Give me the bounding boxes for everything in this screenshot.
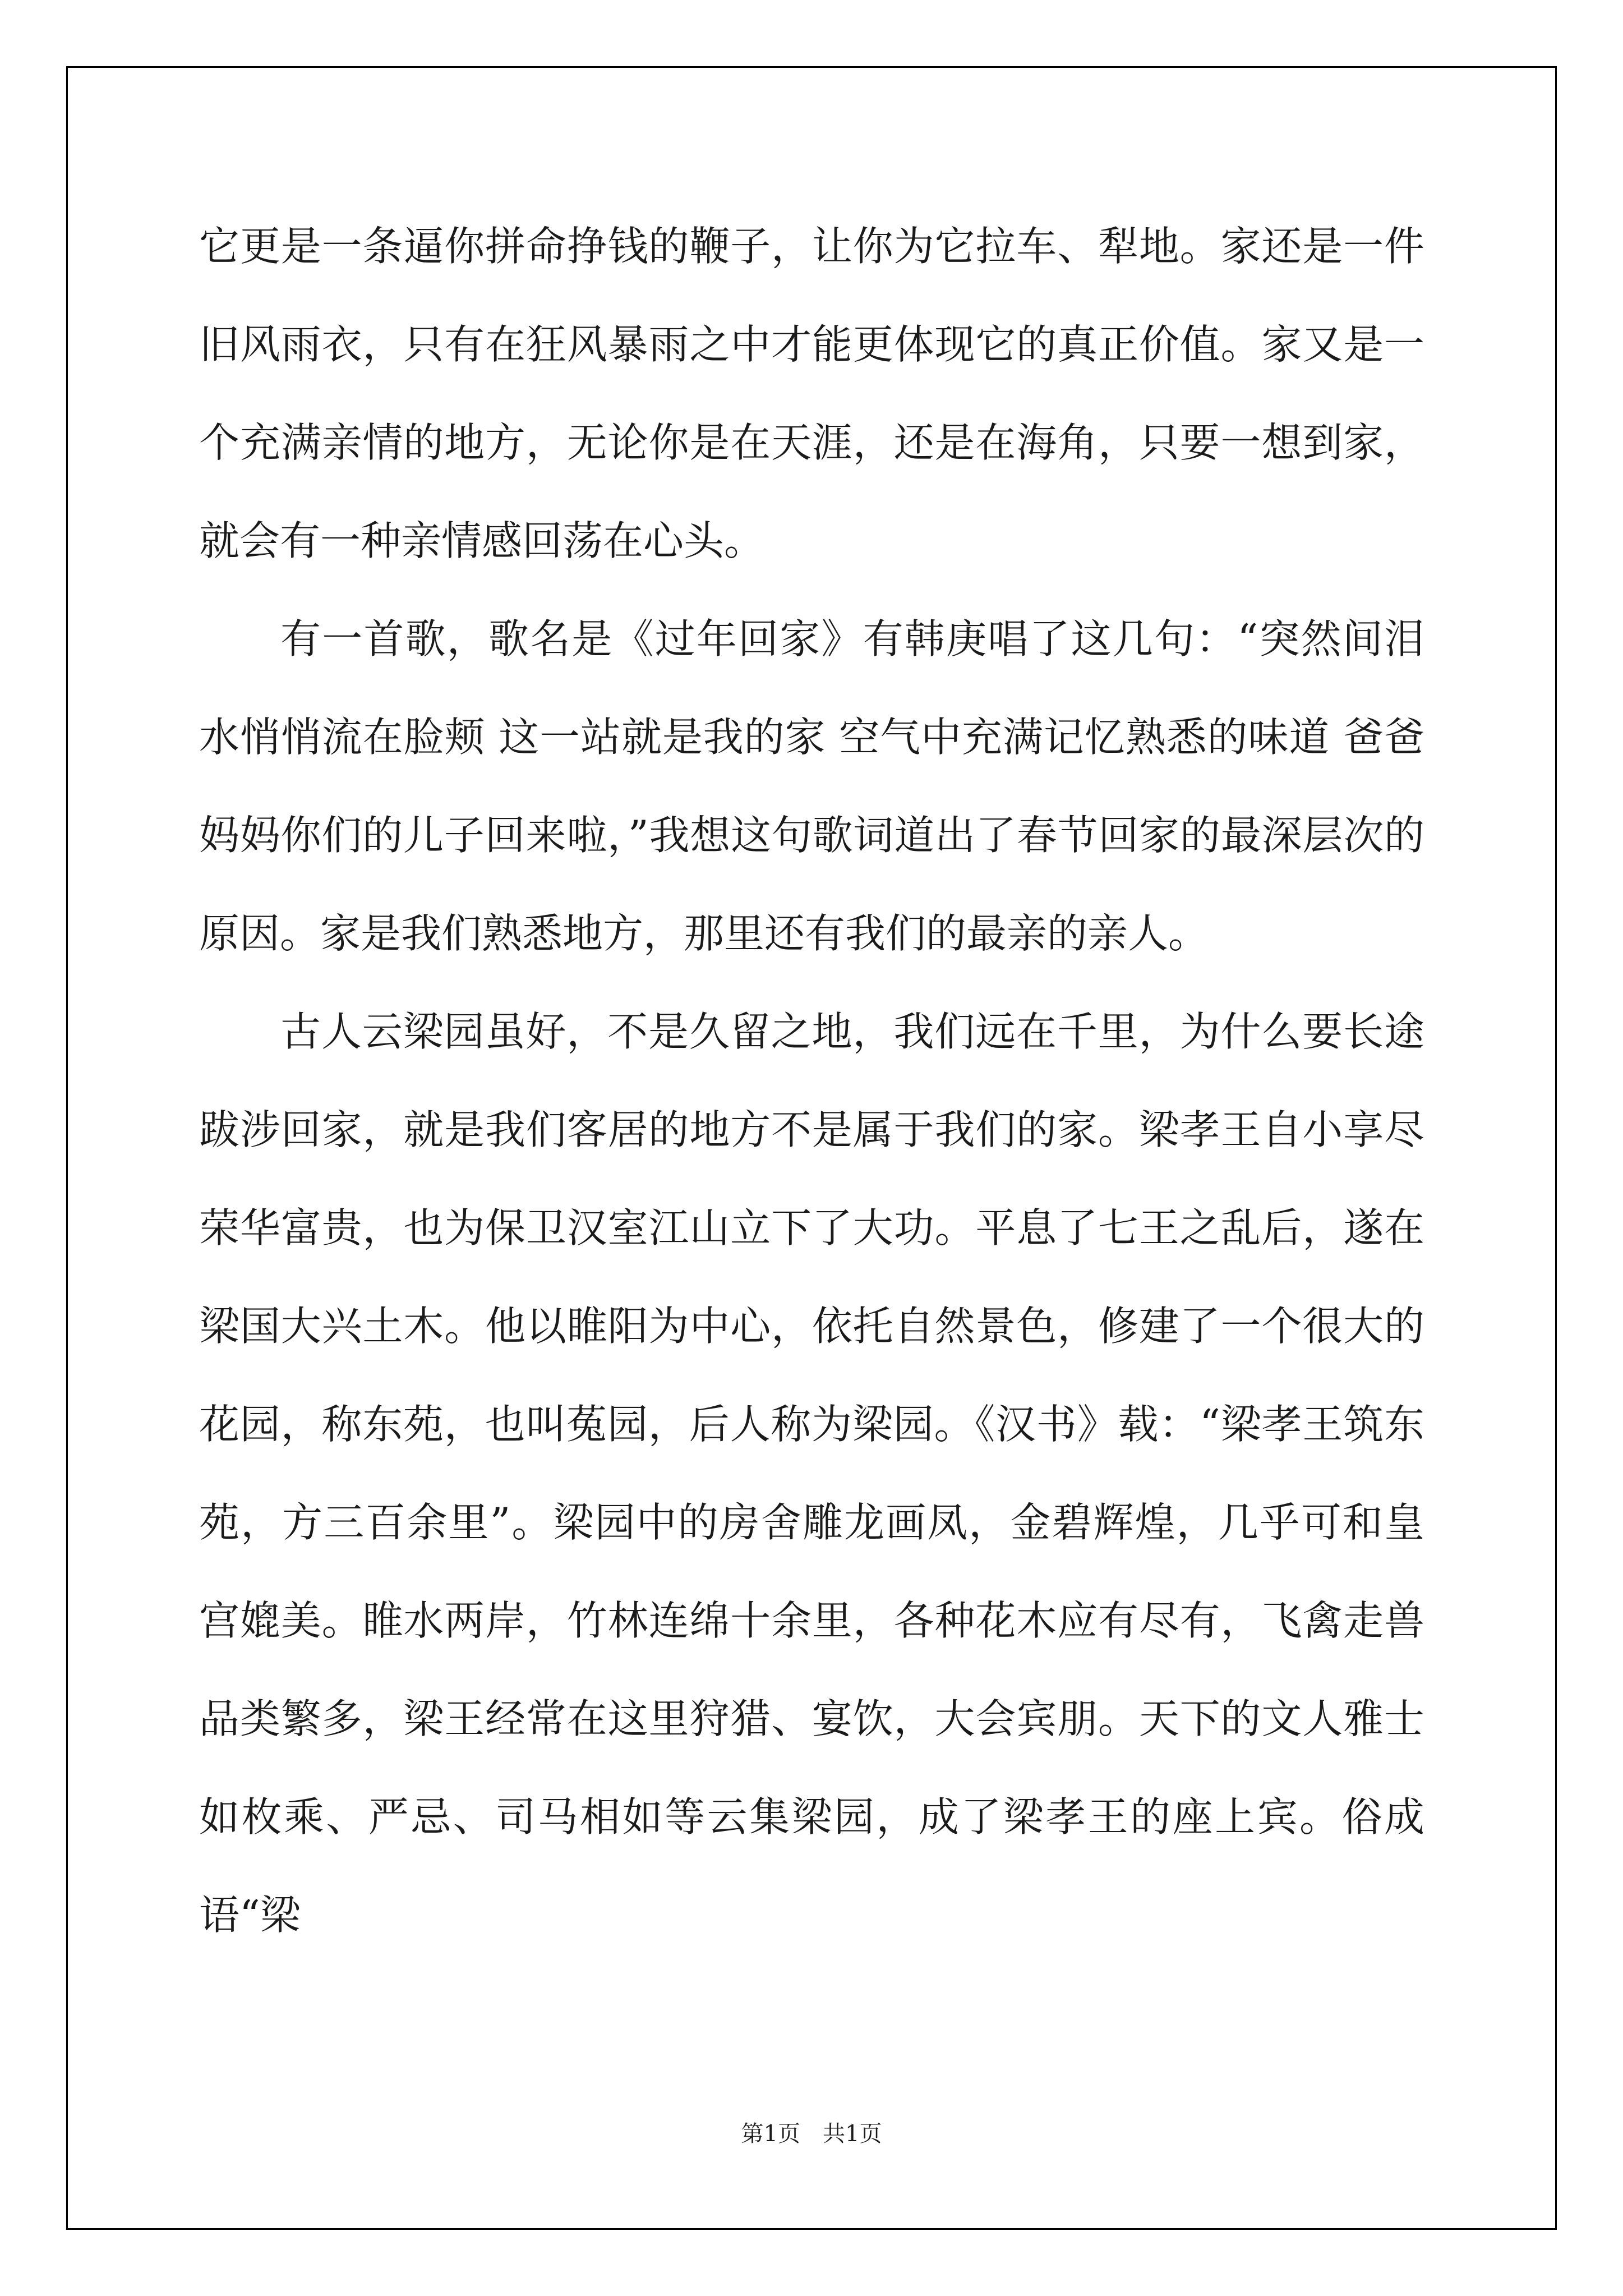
document-body [199,197,1424,1964]
paragraph-2: 有一首歌，歌名是《过年回家》有韩庚唱了这几句：“突然间泪水悄悄流在脸颊 这一站就是我的家 空气中充满记忆熟悉的味道 爸爸妈妈你们的儿子回来啦，”我想这句歌词道出了春节回家的最深层次的原因。家是我们熟悉地方，那里还有我们的最亲的亲人。 [199,615,1424,957]
page-footer: 第1页 共1页 [741,2121,882,2147]
paragraph-3: 古人云梁园虽好，不是久留之地，我们远在千里，为什么要长途跋涉回家，就是我们客居的地方不是属于我们的家。梁孝王自小享尽荣华富贵，也为保卫汉室江山立下了大功。平息了七王之乱后，遂在梁国大兴土木。他以睢阳为中心，依托自然景色，修建了一个很大的花园，称东苑，也叫菟园，后人称为梁园。《汉书》载：“梁孝王筑东苑，方三百余里”。梁园中的房舍雕龙画凤，金碧辉煌，几乎可和皇宫媲美。睢水两岸，竹林连绵十余里，各种花木应有尽有，飞禽走兽品类繁多，梁王经常在这里狩猎、宴饮，大会宾朋。天下的文人雅士如枚乘、严忌、司马相如等云集梁园，成了梁孝王的座上宾。俗成语“梁 [199,1008,1424,1939]
paragraph-1: 它更是一条逼你拼命挣钱的鞭子，让你为它拉车、犁地。家还是一件旧风雨衣，只有在狂风暴雨之中才能更体现它的真正价值。家又是一个充满亲情的地方，无论你是在天涯，还是在海角，只要一想到家，就会有一种亲情感回荡在心头。 [199,223,1424,564]
